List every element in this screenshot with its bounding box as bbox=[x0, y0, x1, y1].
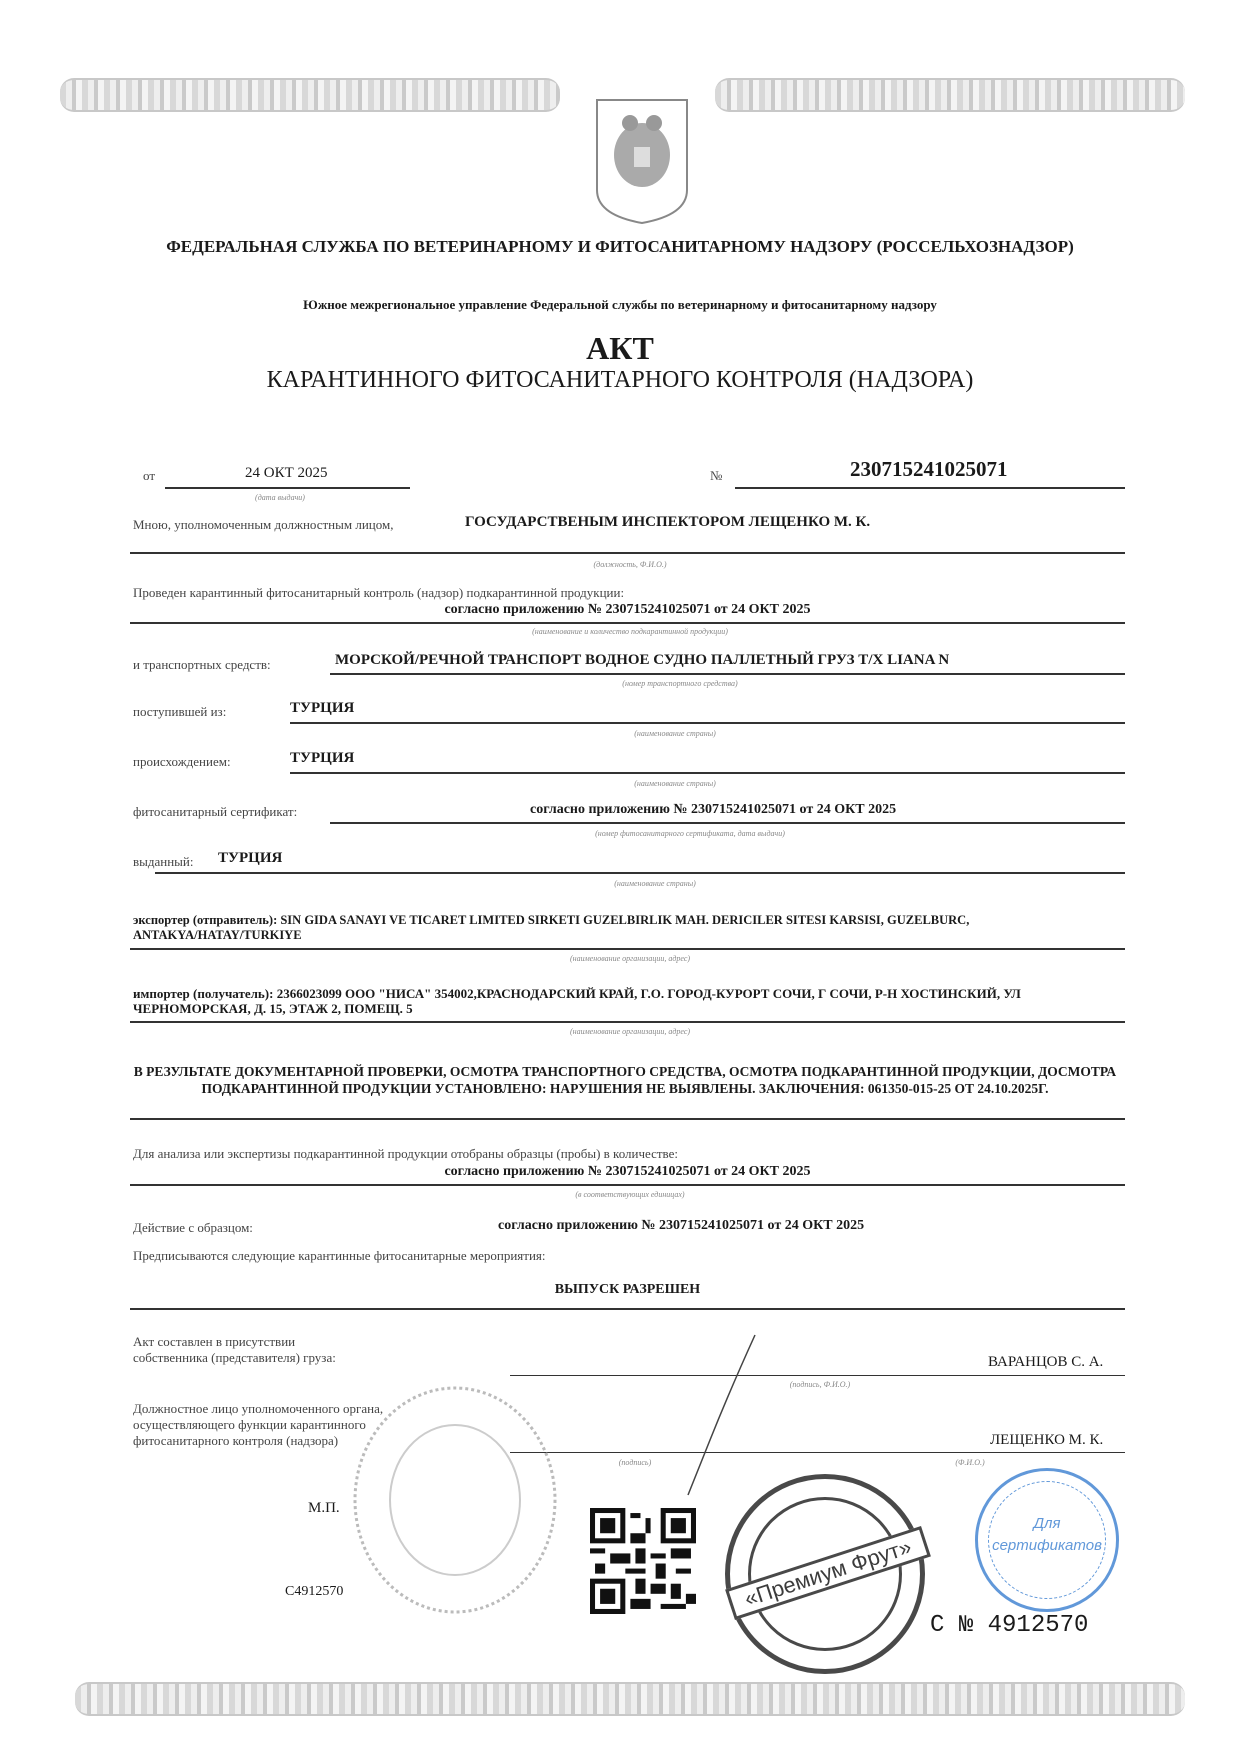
official-name: ЛЕЩЕНКО М. К. bbox=[990, 1432, 1104, 1448]
document-subtitle: КАРАНТИННОГО ФИТОСАНИТАРНОГО КОНТРОЛЯ (НАДЗОРА) bbox=[266, 367, 974, 393]
samples-value: согласно приложению № 230715241025071 от 24 ОКТ 2025 bbox=[444, 1164, 811, 1179]
transport-label: и транспортных средств: bbox=[133, 657, 271, 672]
transport-value: МОРСКОЙ/РЕЧНОЙ ТРАНСПОРТ ВОДНОЕ СУДНО ПАЛЛЕТНЫЙ ГРУЗ Т/Х LIANA N bbox=[335, 652, 950, 668]
serial-label: С № bbox=[930, 1612, 974, 1639]
result-underline bbox=[130, 1118, 1125, 1120]
certificates-stamp-line1: Для bbox=[1033, 1515, 1061, 1532]
serial-number bbox=[930, 1612, 1088, 1639]
origin-caption: (наименование страны) bbox=[634, 779, 716, 788]
measures-label: Предписываются следующие карантинные фитосанитарные мероприятия: bbox=[133, 1248, 546, 1263]
importer-underline bbox=[130, 1021, 1125, 1023]
issued-caption: (наименование страны) bbox=[614, 879, 696, 888]
form-code: С4912570 bbox=[285, 1584, 344, 1599]
owner-label: Акт составлен в присутствии собственника (представителя) груза: bbox=[133, 1334, 336, 1365]
transport-underline bbox=[330, 673, 1125, 675]
date-caption: (дата выдачи) bbox=[255, 493, 305, 502]
origin-value: ТУРЦИЯ bbox=[290, 750, 355, 766]
coat-of-arms-emblem bbox=[592, 95, 692, 225]
from-underline bbox=[290, 722, 1125, 724]
act-date: 24 ОКТ 2025 bbox=[245, 465, 328, 481]
certificate-label: фитосанитарный сертификат: bbox=[133, 804, 298, 819]
samples-caption: (в соответствующих единицах) bbox=[575, 1190, 685, 1199]
seal-place-label: М.П. bbox=[308, 1500, 340, 1516]
importer-value: 2366023099 ООО "НИСА" 354002,КРАСНОДАРСКИЙ КРАЙ, Г.О. ГОРОД-КУРОРТ СОЧИ, Г СОЧИ, Р-Н ХОСТИНСКИЙ, УЛ ЧЕРНОМОРСКАЯ, Д. 15, ЭТАЖ 2, ПОМЕЩ. 5 bbox=[133, 986, 1021, 1016]
bottom-ornament bbox=[75, 1682, 1185, 1716]
samples-underline bbox=[130, 1184, 1125, 1186]
exporter-underline bbox=[130, 948, 1125, 950]
certificates-stamp bbox=[975, 1468, 1119, 1612]
official-seal-faint bbox=[345, 1380, 565, 1620]
company-stamp bbox=[725, 1474, 925, 1674]
control-label: Проведен карантинный фитосанитарный контроль (надзор) подкарантинной продукции: bbox=[133, 585, 625, 600]
from-label: поступившей из: bbox=[133, 704, 227, 719]
official-signature-line bbox=[510, 1452, 1125, 1453]
number-label: № bbox=[710, 468, 723, 483]
top-ornament-left bbox=[60, 78, 560, 112]
importer-label: импортер (получатель): bbox=[133, 986, 274, 1001]
samples-label: Для анализа или экспертизы подкарантинной продукции отобраны образцы (пробы) в количестве: bbox=[133, 1146, 678, 1161]
certificate-underline bbox=[330, 822, 1125, 824]
certificate-caption: (номер фитосанитарного сертификата, дата выдачи) bbox=[595, 829, 785, 838]
exporter-value: SIN GIDA SANAYI VE TICARET LIMITED SIRKETI GUZELBIRLIK MAH. DERICILER SITESI KARSISI, GUZELBURC, ANTAKYA/HATAY/TURKIYE bbox=[133, 913, 970, 942]
origin-label: происхождением: bbox=[133, 754, 231, 769]
department-heading: Южное межрегиональное управление Федеральной службы по ветеринарному и фитосанитарному надзору bbox=[303, 297, 937, 312]
issued-underline bbox=[155, 872, 1125, 874]
inspector-caption: (должность, Ф.И.О.) bbox=[593, 560, 667, 569]
control-value: согласно приложению № 230715241025071 от 24 ОКТ 2025 bbox=[444, 602, 811, 617]
date-underline bbox=[165, 487, 410, 489]
document-title: АКТ bbox=[586, 330, 654, 366]
exporter-label: экспортер (отправитель): bbox=[133, 913, 278, 927]
importer-text bbox=[133, 986, 1123, 1016]
origin-underline bbox=[290, 772, 1125, 774]
inspection-result: В РЕЗУЛЬТАТЕ ДОКУМЕНТАРНОЙ ПРОВЕРКИ, ОСМОТРА ТРАНСПОРТНОГО СРЕДСТВА, ОСМОТРА ПОДКАРАНТИННОЙ ПРОДУКЦИИ, ДОСМОТРА ПОДКАРАНТИННОЙ ПРОДУКЦИИ УСТАНОВЛЕНО: НАРУШЕНИЯ НЕ ВЫЯВЛЕНЫ. ЗАКЛЮЧЕНИЯ: 061350-015-25 ОТ 24.10.2025Г. bbox=[133, 1064, 1117, 1096]
official-label: Должностное лицо уполномоченного органа, осуществляющего функции карантинного фитосанитарного контроля (надзора) bbox=[133, 1401, 384, 1448]
issued-label: выданный: bbox=[133, 854, 194, 869]
from-caption: (наименование страны) bbox=[634, 729, 716, 738]
act-number: 230715241025071 bbox=[850, 457, 1008, 481]
date-label: от bbox=[143, 468, 156, 483]
sample-action-label: Действие с образцом: bbox=[133, 1220, 253, 1235]
owner-signature-line bbox=[510, 1375, 1125, 1376]
owner-name: ВАРАНЦОВ С. А. bbox=[988, 1354, 1104, 1370]
inspector-value: ГОСУДАРСТВЕНЫМ ИНСПЕКТОРОМ ЛЕЩЕНКО М. К. bbox=[465, 514, 871, 530]
control-caption: (наименование и количество подкарантинной продукции) bbox=[532, 627, 728, 636]
importer-caption: (наименование организации, адрес) bbox=[569, 1027, 691, 1036]
serial-value: 4912570 bbox=[987, 1612, 1089, 1639]
inspector-underline bbox=[130, 552, 1125, 554]
exporter-text bbox=[133, 913, 1123, 943]
qr-code bbox=[590, 1505, 696, 1617]
transport-caption: (номер транспортного средства) bbox=[622, 679, 738, 688]
signature-mark bbox=[660, 1330, 770, 1500]
measures-underline bbox=[130, 1308, 1125, 1310]
certificate-value: согласно приложению № 230715241025071 от 24 ОКТ 2025 bbox=[530, 802, 897, 817]
official-name-caption: (Ф.И.О.) bbox=[955, 1458, 985, 1467]
certificates-stamp-line2: сертификатов bbox=[992, 1537, 1102, 1554]
owner-caption: (подпись, Ф.И.О.) bbox=[789, 1380, 851, 1389]
from-value: ТУРЦИЯ bbox=[290, 700, 355, 716]
number-underline bbox=[735, 487, 1125, 489]
issued-value: ТУРЦИЯ bbox=[218, 850, 283, 866]
company-stamp-name: «Премиум Фрут» bbox=[725, 1526, 931, 1620]
official-sign-caption: (подпись) bbox=[618, 1458, 652, 1467]
top-ornament-right bbox=[715, 78, 1185, 112]
sample-action-value: согласно приложению № 230715241025071 от 24 ОКТ 2025 bbox=[498, 1218, 865, 1233]
exporter-caption: (наименование организации, адрес) bbox=[569, 954, 691, 963]
control-underline bbox=[130, 622, 1125, 624]
agency-heading: ФЕДЕРАЛЬНАЯ СЛУЖБА ПО ВЕТЕРИНАРНОМУ И ФИТОСАНИТАРНОМУ НАДЗОРУ (РОССЕЛЬХОЗНАДЗОР) bbox=[166, 237, 1074, 256]
inspector-label: Мною, уполномоченным должностным лицом, bbox=[133, 517, 394, 532]
measures-value: ВЫПУСК РАЗРЕШЕН bbox=[554, 1282, 701, 1297]
